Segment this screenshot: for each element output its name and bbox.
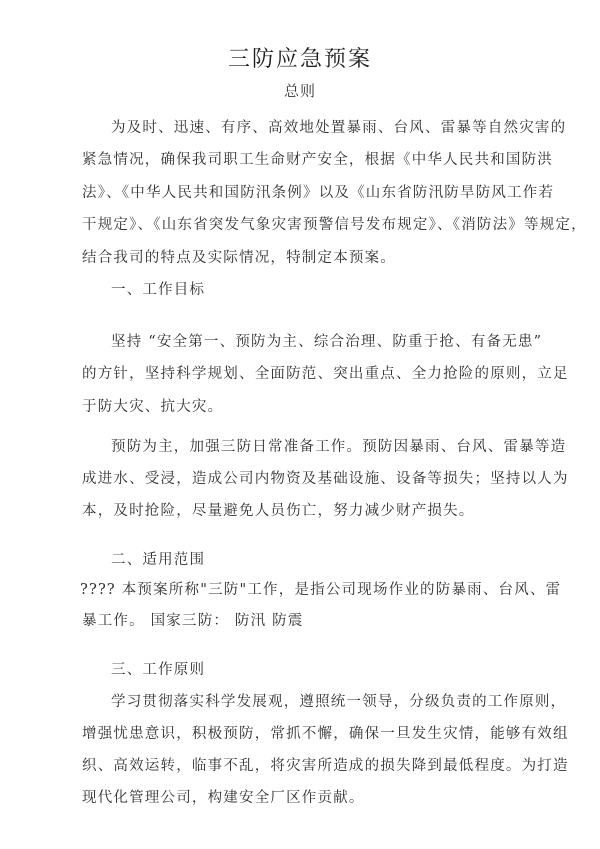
section-heading-scope: 二、适用范围 [111, 552, 206, 568]
intro-line: 紧急情况，确保我司职工生命财产安全，根据《中华人民共和国防洪 [82, 152, 553, 168]
intro-line: 为及时、迅速、有序、高效地处置暴雨、台风、雷暴等自然灾害的 [111, 120, 567, 136]
section-heading-principles: 三、工作原则 [111, 662, 206, 678]
intro-line: 法》、《中华人民共和国防汛条例》以及《山东省防汛防旱防风工作若 [82, 185, 555, 201]
principles-para-line: 增强忧患意识，积极预防，常抓不懈，确保一旦发生灾情，能够有效组 [82, 726, 569, 742]
section-heading-goals: 一、工作目标 [111, 282, 206, 298]
goals-para-line: 坚持 “安全第一、预防为主、综合治理、防重于抢、有备无患” [111, 334, 543, 350]
goals-para-line: 的方针，坚持科学规划、全面防范、突出重点、全力抢险的原则，立足 [82, 366, 569, 382]
principles-para-line: 学习贯彻落实科学发展观，遵照统一领导，分级负责的工作原则， [111, 694, 567, 710]
principles-para-line: 织、高效运转，临事不乱，将灾害所造成的损失降到最低程度。为打造 [82, 758, 569, 774]
goals-para-line: 于防大灾、抗大灾。 [82, 399, 224, 415]
intro-line: 结合我司的特点及实际情况，特制定本预案。 [82, 250, 396, 266]
intro-line: 干规定》、《山东省突发气象灾害预警信号发布规定》、《消防法》等规定， [82, 217, 587, 233]
document-title: 三防应急预案 [227, 47, 372, 72]
goals-para-line: 本，及时抢险，尽量避免人员伤亡，努力减少财产损失。 [82, 503, 475, 519]
goals-para-line: 成进水、受浸，造成公司内物资及基础设施、设备等损失；坚持以人为 [82, 471, 569, 487]
goals-para-line: 预防为主，加强三防日常准备工作。预防因暴雨、台风、雷暴等造 [111, 439, 567, 455]
scope-para-line: 暴工作。 国家三防： 防汛 防震 [82, 613, 304, 629]
document-subtitle: 总则 [283, 82, 316, 100]
principles-para-line: 现代化管理公司，构建安全厂区作贡献。 [82, 790, 365, 806]
scope-para-line: ???? 本预案所称"三防"工作，是指公司现场作业的防暴雨、台风、雷 [80, 582, 562, 598]
